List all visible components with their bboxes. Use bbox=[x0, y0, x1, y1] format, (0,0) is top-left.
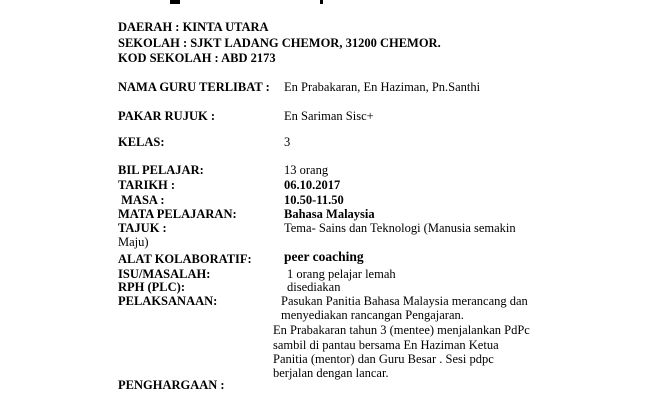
bil-value: 13 orang bbox=[284, 163, 329, 177]
pelaksanaan-line: sambil di pantau bersama En Haziman Ketua bbox=[273, 338, 499, 352]
pakar-value: En Sariman Sisc+ bbox=[284, 109, 374, 123]
pelaksanaan-label: PELAKSANAAN: bbox=[118, 294, 218, 308]
tajuk-value: Tema- Sains dan Teknologi (Manusia semakin bbox=[284, 221, 516, 235]
pelaksanaan-line: Pasukan Panitia Bahasa Malaysia merancang dan bbox=[281, 294, 528, 308]
isu-value: 1 orang pelajar lemah bbox=[287, 267, 396, 281]
rph-value: disediakan bbox=[287, 280, 341, 294]
kelas-label: KELAS: bbox=[118, 135, 165, 149]
pelaksanaan-line: Panitia (mentor) dan Guru Besar . Sesi pdpc bbox=[273, 352, 494, 366]
penghargaan-label: PENGHARGAAN : bbox=[118, 378, 225, 392]
kod-sekolah-line: KOD SEKOLAH : ABD 2173 bbox=[118, 51, 276, 65]
tajuk-value-cont: Maju) bbox=[118, 235, 149, 249]
mata-value: Bahasa Malaysia bbox=[284, 207, 375, 221]
alat-value: peer coaching bbox=[284, 249, 364, 264]
pakar-label: PAKAR RUJUK : bbox=[118, 109, 215, 123]
pelaksanaan-line: berjalan dengan lancar. bbox=[273, 366, 389, 380]
guru-value: En Prabakaran, En Haziman, Pn.Santhi bbox=[284, 80, 481, 94]
bil-label: BIL PELAJAR: bbox=[118, 163, 204, 177]
guru-label: NAMA GURU TERLIBAT : bbox=[118, 80, 270, 94]
kelas-value: 3 bbox=[284, 135, 291, 149]
masa-label: MASA : bbox=[118, 193, 165, 207]
tarikh-value: 06.10.2017 bbox=[284, 178, 341, 192]
masa-value: 10.50-11.50 bbox=[284, 193, 344, 207]
tarikh-label: TARIKH : bbox=[118, 178, 176, 192]
mata-label: MATA PELAJARAN: bbox=[118, 207, 237, 221]
pelaksanaan-line: menyediakan rancangan Pengajaran. bbox=[281, 308, 464, 322]
daerah-line: DAERAH : KINTA UTARA bbox=[118, 20, 269, 34]
alat-label: ALAT KOLABORATIF: bbox=[118, 252, 252, 266]
tajuk-label: TAJUK : bbox=[118, 221, 167, 235]
isu-label: ISU/MASALAH: bbox=[118, 267, 211, 281]
rph-label: RPH (PLC): bbox=[118, 280, 185, 294]
pelaksanaan-line: En Prabakaran tahun 3 (mentee) menjalankan PdPc bbox=[273, 323, 530, 337]
sekolah-line: SEKOLAH : SJKT LADANG CHEMOR, 31200 CHEMOR. bbox=[118, 36, 441, 50]
